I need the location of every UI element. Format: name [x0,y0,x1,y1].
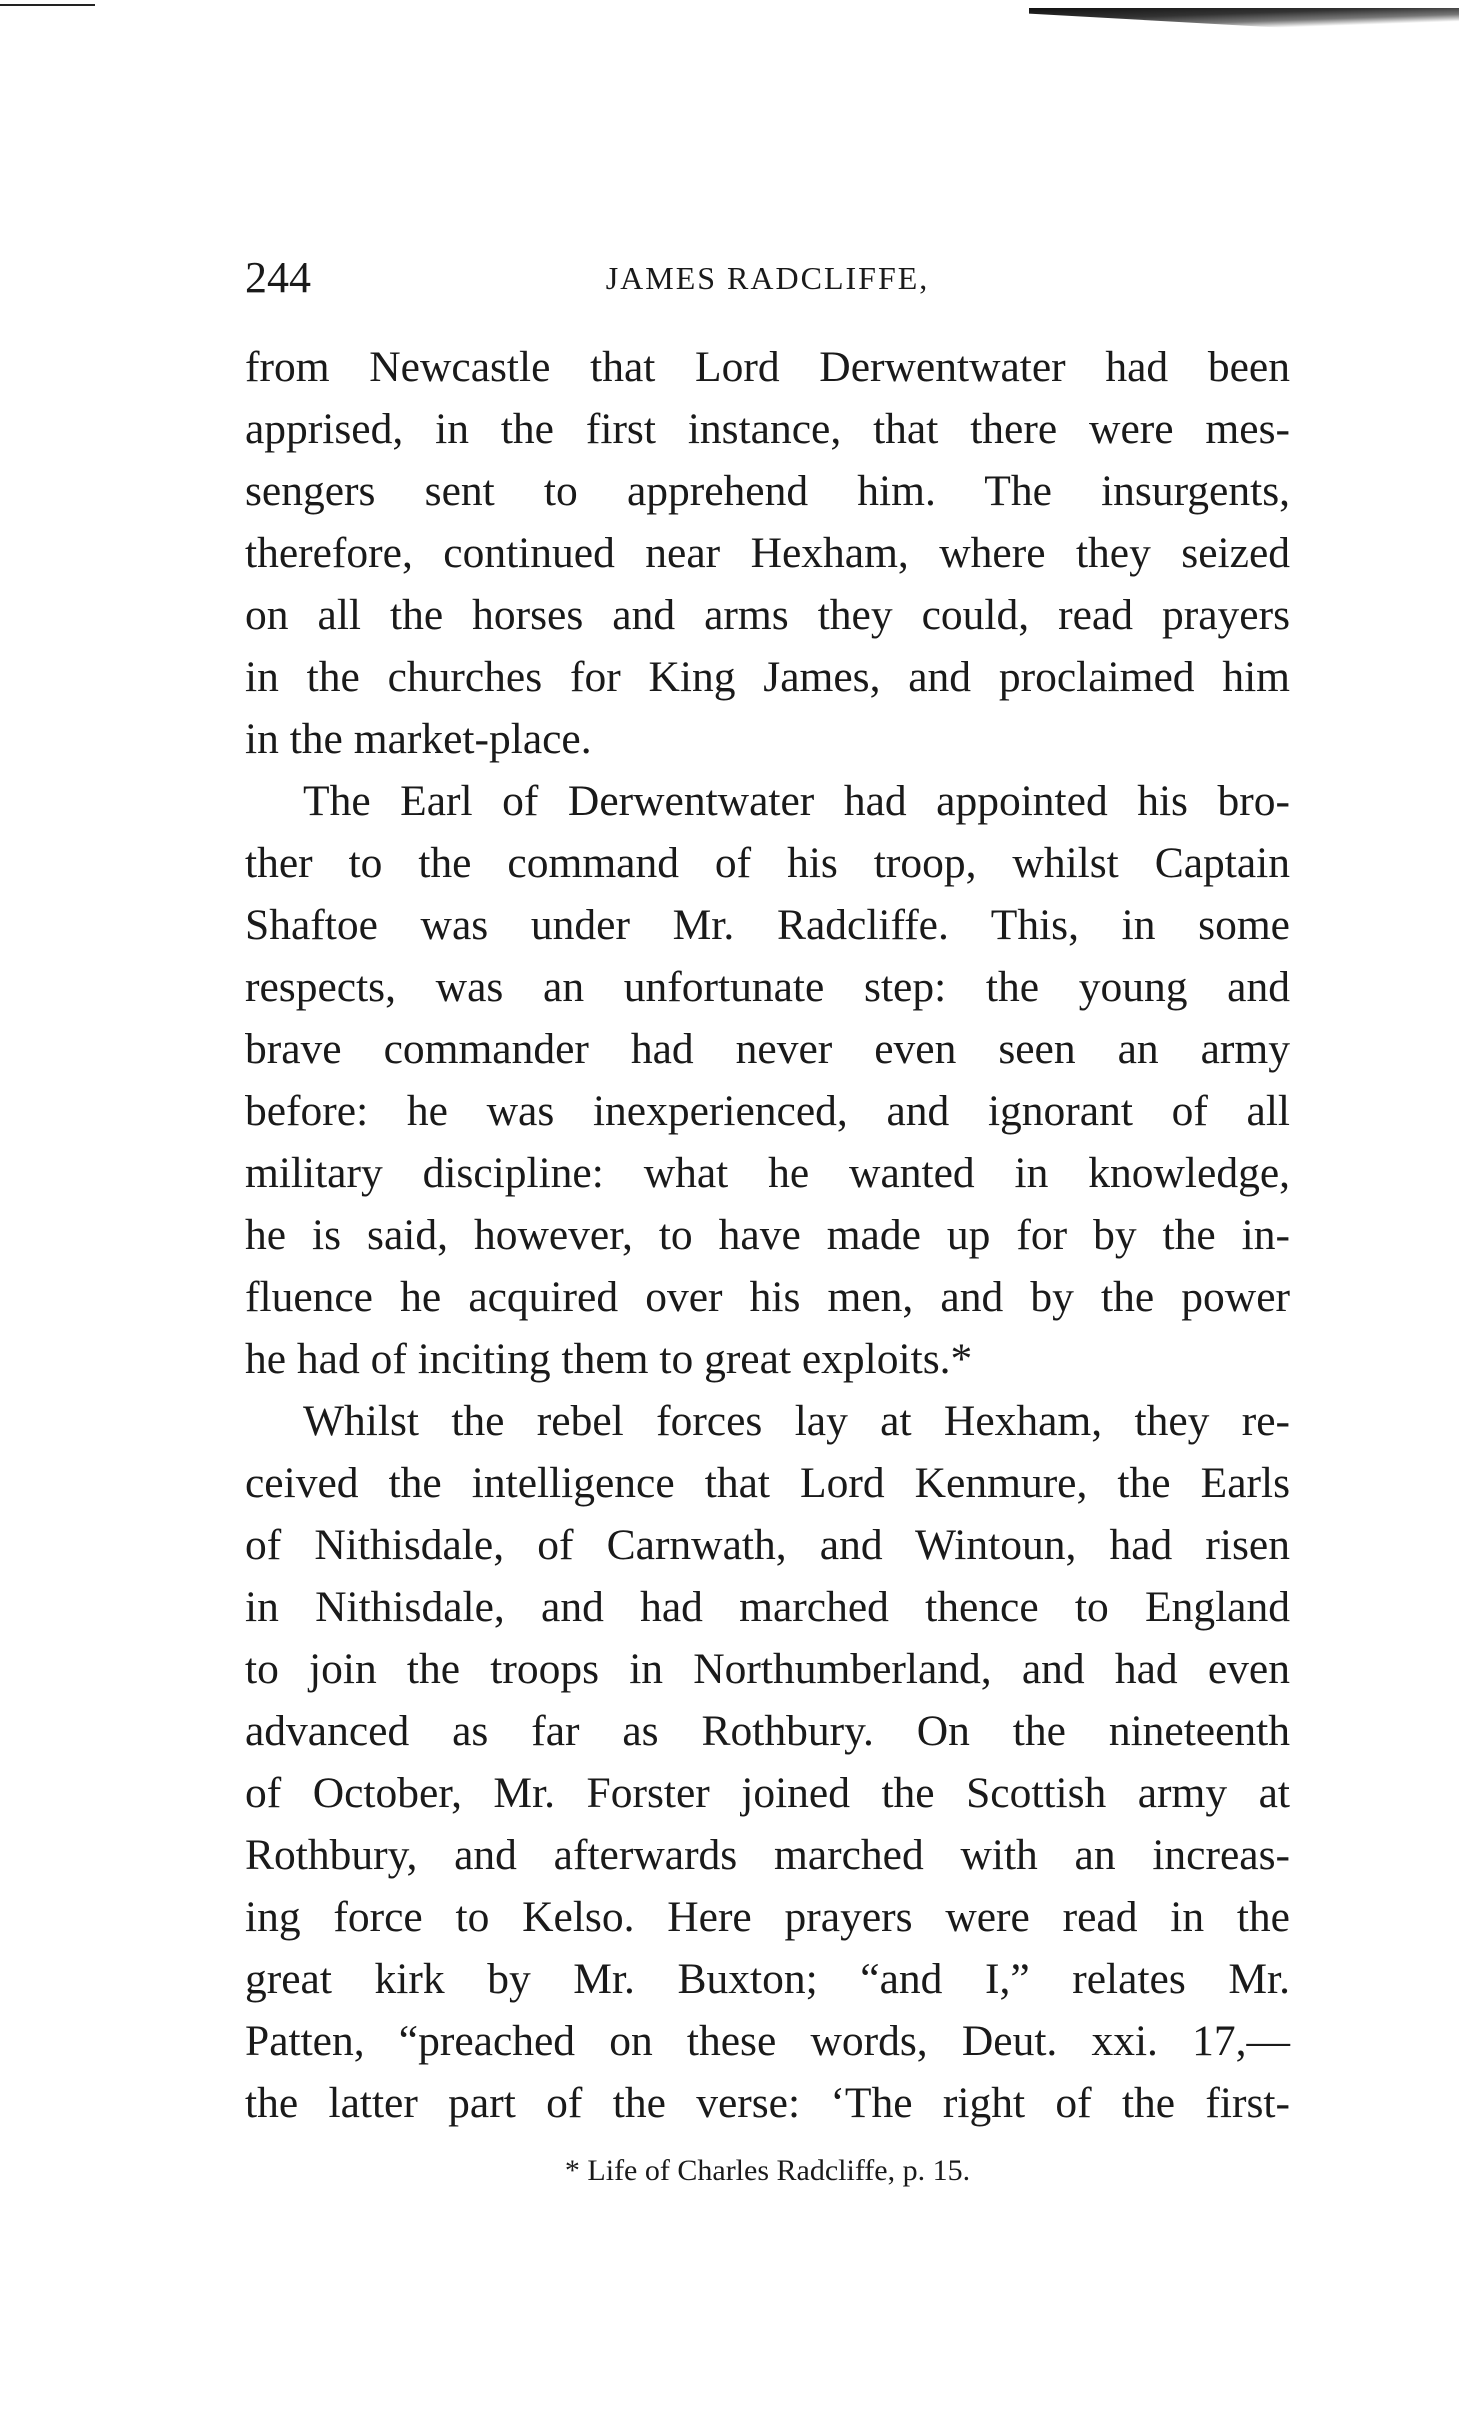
text-line: apprised, in the first instance, that there were mes- [245,405,1290,453]
footnote: * Life of Charles Radcliffe, p. 15. [564,2154,971,2187]
text-line: of Nithisdale, of Carnwath, and Wintoun, had risen [245,1521,1290,1569]
text-line: ing force to Kelso. Here prayers were read in the [245,1893,1290,1941]
text-line: from Newcastle that Lord Derwentwater had been [245,343,1290,391]
text-line: The Earl of Derwentwater had appointed his bro- [303,777,1290,825]
page-number: 244 [245,253,311,302]
text-line: respects, was an unfortunate step: the young and [245,963,1290,1011]
text-line: sengers sent to apprehend him. The insurgents, [245,467,1290,515]
text-line: Patten, “preached on these words, Deut. xxi. 17,— [245,2017,1290,2065]
text-line: Whilst the rebel forces lay at Hexham, they re- [303,1397,1290,1445]
text-line: the latter part of the verse: ‘The right of the first- [245,2079,1290,2127]
text-line: advanced as far as Rothbury. On the nineteenth [245,1707,1290,1755]
text-line: before: he was inexperienced, and ignorant of all [245,1087,1290,1135]
text-line: brave commander had never even seen an army [245,1025,1290,1073]
text-line: fluence he acquired over his men, and by the power [245,1273,1290,1321]
page-header [245,248,1290,308]
text-line: he is said, however, to have made up for by the in- [245,1211,1290,1259]
text-line: he had of inciting them to great exploits.* [245,1335,973,1383]
text-line: military discipline: what he wanted in knowledge, [245,1149,1290,1197]
text-line: Shaftoe was under Mr. Radcliffe. This, in some [245,901,1290,949]
text-line: ceived the intelligence that Lord Kenmure, the Earls [245,1459,1290,1507]
text-line: in the market-place. [245,715,592,763]
text-line: ther to the command of his troop, whilst Captain [245,839,1290,887]
scan-artifact-rule [0,4,95,6]
text-line: therefore, continued near Hexham, where they seized [245,529,1290,577]
text-line: great kirk by Mr. Buxton; “and I,” relates Mr. [245,1955,1290,2003]
text-line: Rothbury, and afterwards marched with an increas- [245,1831,1290,1879]
text-line: in the churches for King James, and proclaimed him [245,653,1290,701]
text-line: of October, Mr. Forster joined the Scottish army at [245,1769,1290,1817]
scan-artifact-edge [1029,8,1459,64]
text-line: in Nithisdale, and had marched thence to England [245,1583,1290,1631]
text-line: on all the horses and arms they could, read prayers [245,591,1290,639]
body-text [245,336,1290,2134]
running-head: JAMES RADCLIFFE, [605,260,930,296]
text-line: to join the troops in Northumberland, and had even [245,1645,1290,1693]
